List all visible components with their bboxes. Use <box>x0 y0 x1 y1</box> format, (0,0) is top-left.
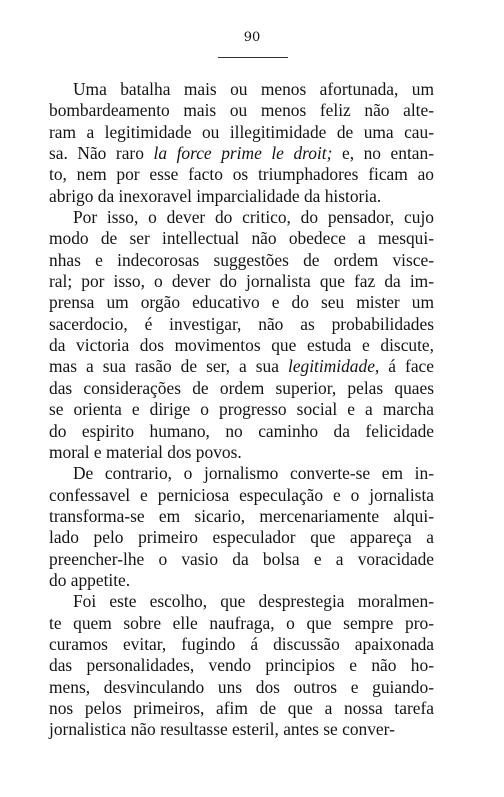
text-segment: nhas e indecorosas suggestões de ordem visce- <box>49 249 434 270</box>
text-line <box>49 677 434 698</box>
text-segment: mens, desvinculando uns dos outros e guiando- <box>49 676 434 697</box>
paragraph <box>49 463 434 591</box>
text-line <box>49 613 434 634</box>
text-segment: abrigo da inexoravel imparcialidade da historia. <box>49 185 382 206</box>
text-line <box>49 143 434 164</box>
text-segment: Uma batalha mais ou menos afortunada, um <box>73 79 434 99</box>
text-line <box>49 79 434 100</box>
text-line <box>49 186 434 207</box>
header-rule <box>218 57 288 58</box>
text-line <box>49 485 434 506</box>
paragraph <box>49 79 434 207</box>
text-line <box>49 207 434 228</box>
text-line <box>49 655 434 676</box>
text-line <box>49 399 434 420</box>
text-segment: to, nem por esse facto os triumphadores ficam ao <box>49 164 434 185</box>
text-segment: De contrario, o jornalismo converte-se em in- <box>73 463 434 484</box>
italic-phrase: la force prime le droit; <box>153 143 333 164</box>
text-line <box>49 591 434 612</box>
text-segment: Foi este escolho, que desprestegia moralmen- <box>73 591 434 612</box>
text-segment: curamos evitar, fugindo á discussão apaixonada <box>49 633 434 654</box>
text-segment: e, no entan- <box>332 143 434 164</box>
text-segment: confessavel e perniciosa especulação e o jornalista <box>49 484 434 505</box>
text-segment: mas a sua rasão de ser, a sua <box>49 356 288 377</box>
text-line <box>49 506 434 527</box>
text-segment: prensa um orgão educativo e do seu mister um <box>49 292 434 313</box>
text-line <box>49 271 434 292</box>
text-segment: te quem sobre elle naufraga, o que sempre pro- <box>49 612 434 633</box>
text-segment: lado pelo primeiro especulador que appareça a <box>49 527 434 548</box>
text-segment: preencher-lhe o vasio da bolsa e a voracidade <box>49 548 434 569</box>
text-line <box>49 463 434 484</box>
text-segment: ral; por isso, o dever do jornalista que faz da im- <box>49 271 434 292</box>
paragraph <box>49 591 434 740</box>
text-segment: ram a legitimidade ou illegitimidade de uma cau- <box>49 121 434 142</box>
text-segment: do appetite. <box>49 569 131 590</box>
text-line <box>49 292 434 313</box>
text-segment: modo de ser intellectual não obedece a mesqui- <box>49 228 434 249</box>
text-line <box>49 421 434 442</box>
text-line <box>49 356 434 377</box>
text-line <box>49 228 434 249</box>
text-segment: transforma-se em sicario, mercenariamente alqui- <box>49 505 434 526</box>
text-line <box>49 570 434 591</box>
text-segment: do espirito humano, no caminho da felicidade <box>49 420 434 441</box>
text-line <box>49 698 434 719</box>
text-segment: das personalidades, vendo principios e não ho- <box>49 655 434 676</box>
text-segment: sacerdocio, é investigar, não as probabilidades <box>49 313 434 334</box>
text-segment: sa. Não raro <box>49 143 154 164</box>
text-line <box>49 314 434 335</box>
text-segment: jornalistica não resultasse esteril, antes se conver- <box>49 719 395 740</box>
text-line <box>49 549 434 570</box>
italic-phrase: legitimidade, <box>287 356 380 377</box>
text-line <box>49 122 434 143</box>
text-line <box>49 335 434 356</box>
text-line <box>49 634 434 655</box>
text-segment: á face <box>379 356 434 377</box>
paragraph <box>49 207 434 463</box>
page-number: 90 <box>243 30 261 45</box>
body-text <box>49 79 434 741</box>
text-segment: bombardeamento mais ou menos feliz não alte- <box>49 100 434 121</box>
text-line <box>49 719 434 740</box>
text-line <box>49 164 434 185</box>
text-segment: se orienta e dirige o progresso social e a marcha <box>49 399 434 420</box>
text-segment: nos pelos primeiros, afim de que a nossa tarefa <box>49 697 434 718</box>
text-segment: da victoria dos movimentos que estuda e discute, <box>49 335 434 356</box>
text-segment: das considerações de ordem superior, pelas quaes <box>49 377 434 398</box>
text-segment: Por isso, o dever do critico, do pensador, cujo <box>73 207 434 228</box>
text-line <box>49 442 434 463</box>
text-line <box>49 100 434 121</box>
text-segment: moral e material dos povos. <box>49 441 242 462</box>
text-line <box>49 378 434 399</box>
text-line <box>49 250 434 271</box>
text-line <box>49 527 434 548</box>
